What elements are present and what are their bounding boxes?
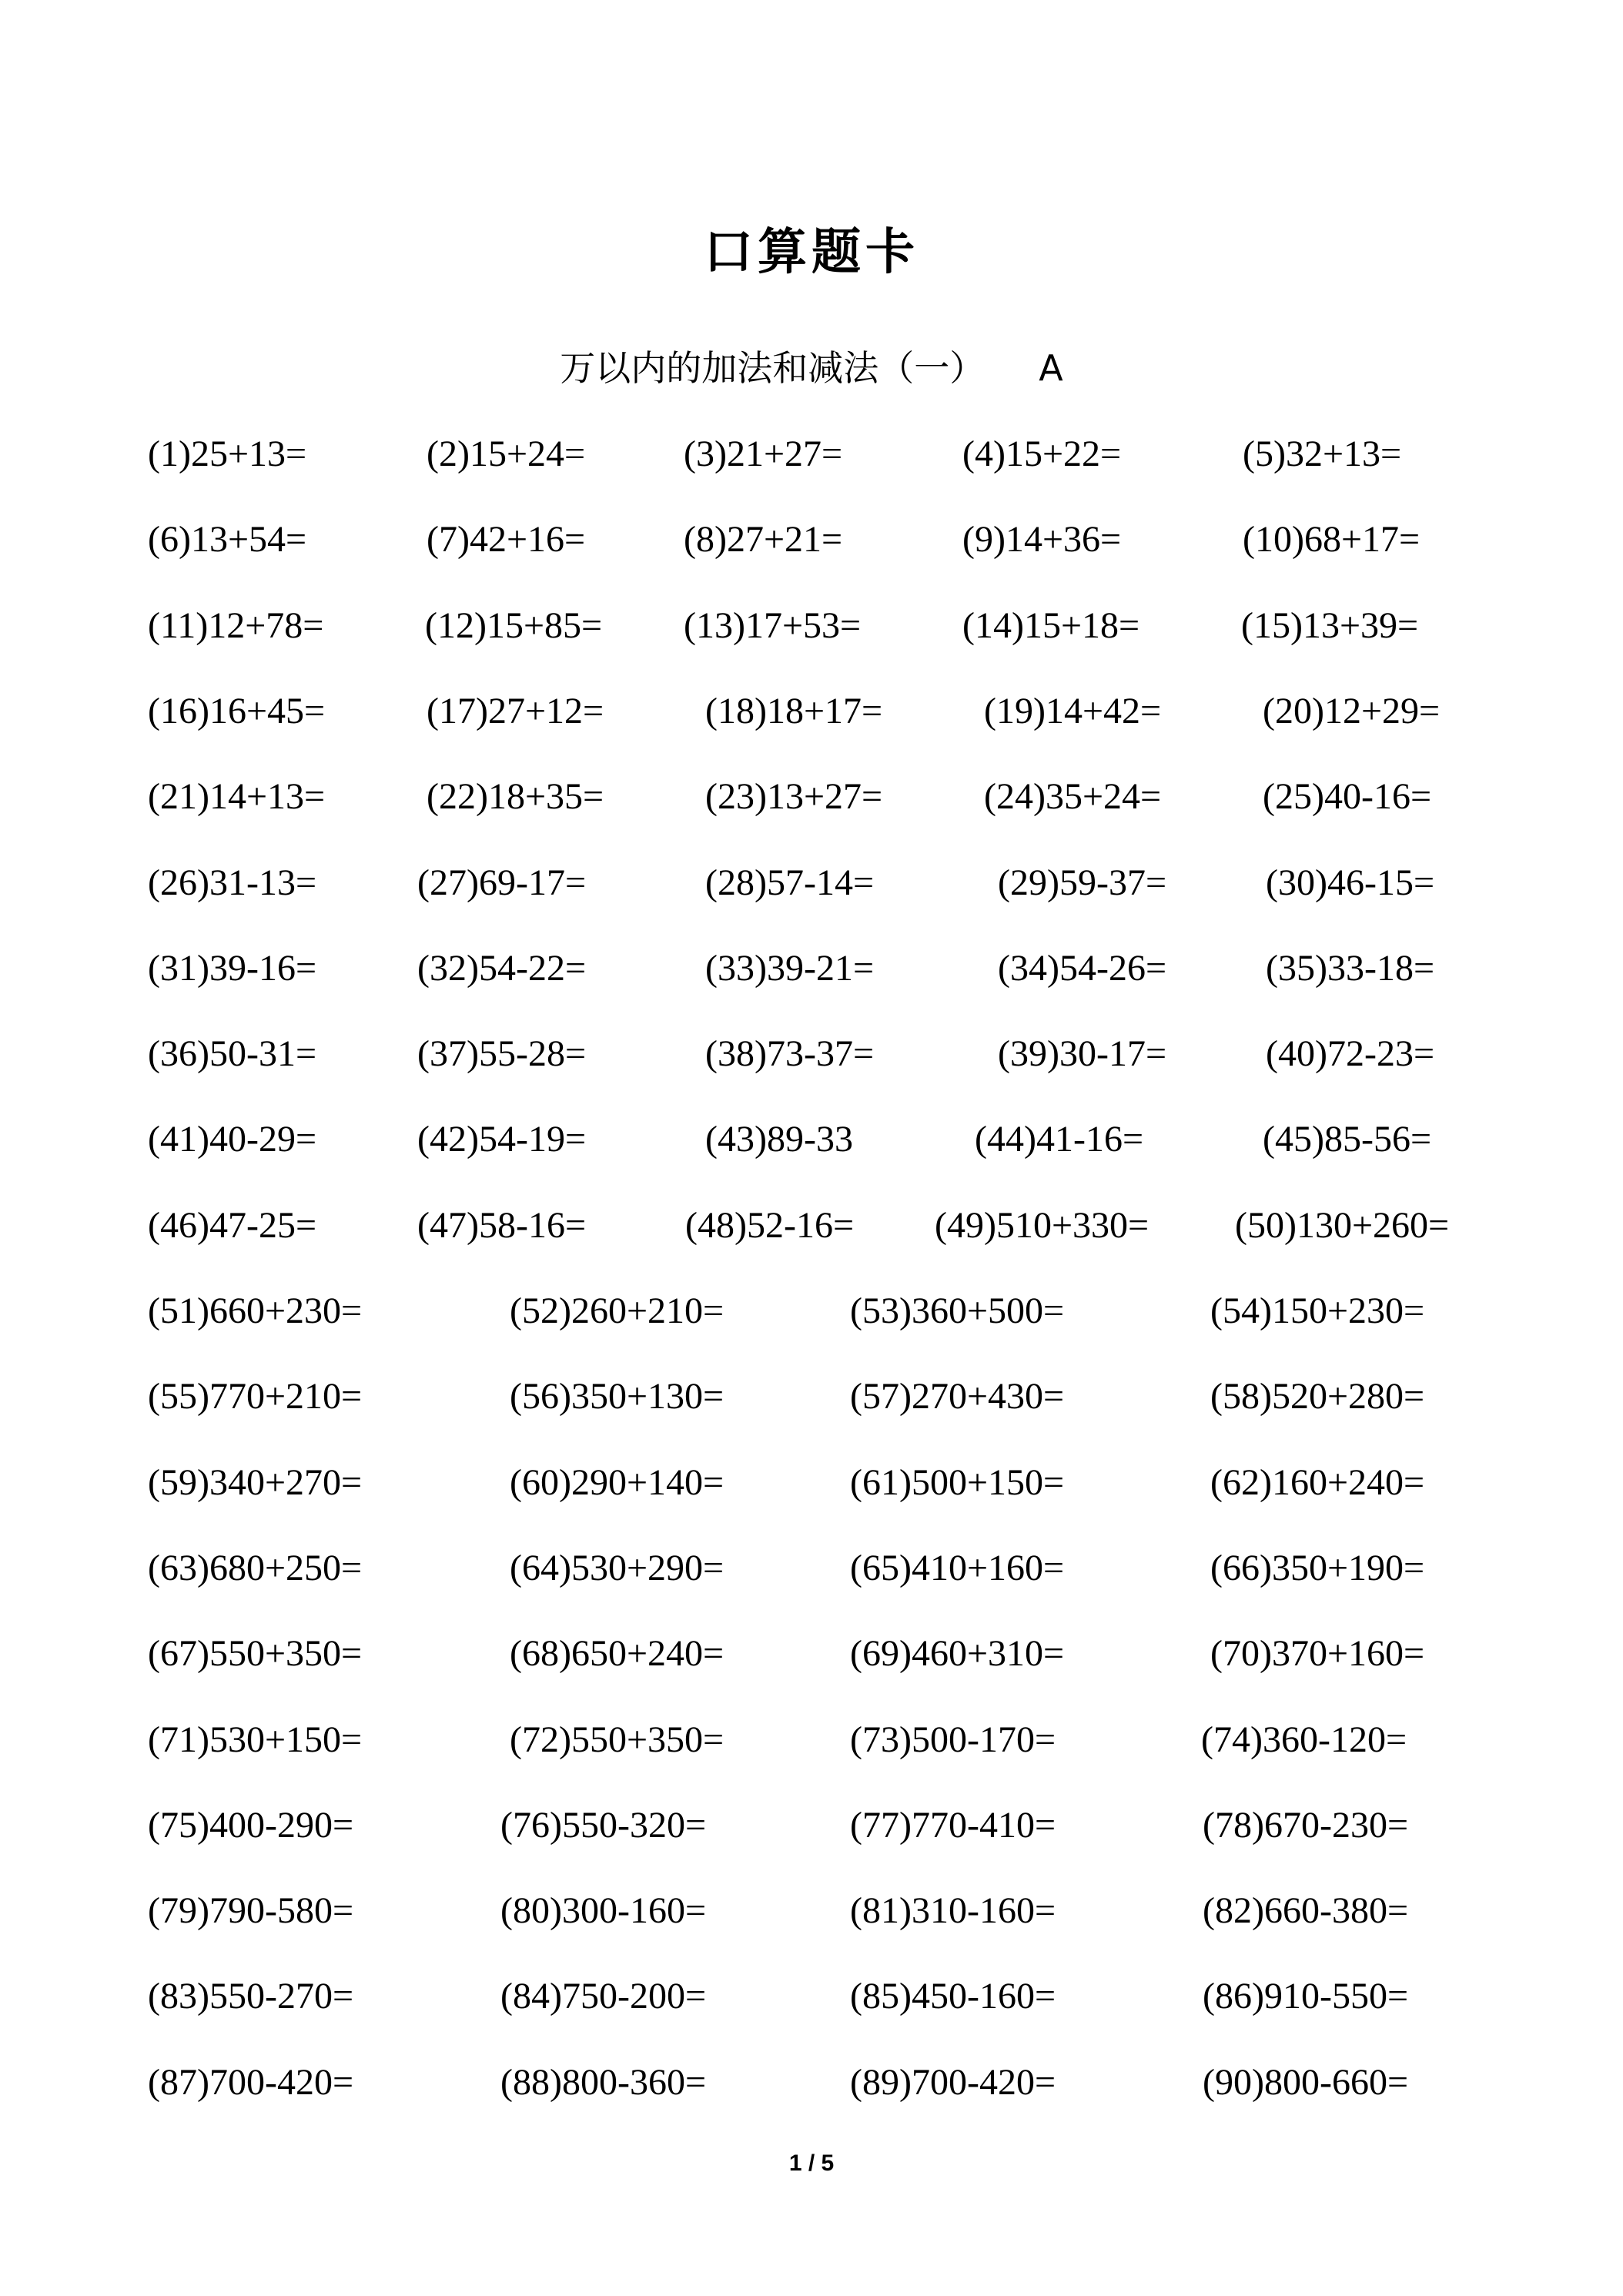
problem-item: (24)35+24= (984, 776, 1162, 818)
problem-item: (15)13+39= (1241, 604, 1419, 646)
problem-item: (42)54-19= (417, 1119, 587, 1160)
problem-item: (34)54-26= (998, 947, 1167, 989)
problem-item: (55)770+210= (148, 1376, 363, 1417)
problem-item: (26)31-13= (148, 862, 317, 903)
problem-item: (51)660+230= (148, 1290, 363, 1331)
problem-item: (57)270+430= (850, 1376, 1065, 1417)
page-number: 1 / 5 (788, 2150, 835, 2176)
problem-item: (78)670-230= (1203, 1804, 1409, 1846)
problem-item: (16)16+45= (148, 690, 326, 731)
problem-item: (36)50-31= (148, 1033, 317, 1075)
subtitle-letter: A (1039, 347, 1063, 389)
problem-item: (12)15+85= (425, 604, 603, 646)
problem-item: (32)54-22= (417, 947, 587, 989)
problem-item: (60)290+140= (510, 1461, 724, 1503)
problem-item: (58)520+280= (1210, 1376, 1425, 1417)
problem-item: (79)790-580= (148, 1890, 354, 1932)
problem-item: (47)58-16= (417, 1204, 587, 1246)
problem-item: (84)750-200= (500, 1976, 707, 2017)
problem-item: (22)18+35= (427, 776, 604, 818)
problem-item: (40)72-23= (1266, 1033, 1435, 1075)
problem-item: (65)410+160= (850, 1547, 1065, 1588)
problem-item: (4)15+22= (962, 433, 1122, 474)
problem-item: (43)89-33 (705, 1119, 853, 1160)
problem-item: (82)660-380= (1203, 1890, 1409, 1932)
problem-item: (66)350+190= (1210, 1547, 1425, 1588)
problem-item: (59)340+270= (148, 1461, 363, 1503)
problem-item: (23)13+27= (705, 776, 883, 818)
problem-item: (39)30-17= (998, 1033, 1167, 1075)
problem-item: (6)13+54= (148, 519, 307, 561)
problem-item: (49)510+330= (935, 1204, 1149, 1246)
problem-item: (72)550+350= (510, 1719, 724, 1760)
problem-item: (2)15+24= (427, 433, 586, 474)
problem-item: (80)300-160= (500, 1890, 707, 1932)
problem-item: (37)55-28= (417, 1033, 587, 1075)
problem-item: (67)550+350= (148, 1633, 363, 1675)
problem-item: (45)85-56= (1263, 1119, 1432, 1160)
problem-item: (61)500+150= (850, 1461, 1065, 1503)
problem-item: (70)370+160= (1210, 1633, 1425, 1675)
problem-item: (83)550-270= (148, 1976, 354, 2017)
page-subtitle (0, 345, 1623, 391)
problem-item: (19)14+42= (984, 690, 1162, 731)
problem-item: (64)530+290= (510, 1547, 724, 1588)
problem-item: (30)46-15= (1266, 862, 1435, 903)
problem-item: (27)69-17= (417, 862, 587, 903)
problem-item: (68)650+240= (510, 1633, 724, 1675)
problem-item: (90)800-660= (1203, 2061, 1409, 2103)
problem-item: (62)160+240= (1210, 1461, 1425, 1503)
problem-item: (18)18+17= (705, 690, 883, 731)
problem-item: (87)700-420= (148, 2061, 354, 2103)
problem-item: (17)27+12= (427, 690, 604, 731)
problem-item: (89)700-420= (850, 2061, 1056, 2103)
problem-item: (25)40-16= (1263, 776, 1432, 818)
subtitle-text: 万以内的加法和减法（一） (560, 347, 986, 389)
page-title: 口算题卡 (704, 224, 919, 281)
problem-item: (31)39-16= (148, 947, 317, 989)
problem-item: (85)450-160= (850, 1976, 1056, 2017)
problem-item: (5)32+13= (1243, 433, 1402, 474)
problem-item: (48)52-16= (685, 1204, 855, 1246)
problem-item: (33)39-21= (705, 947, 875, 989)
problem-item: (41)40-29= (148, 1119, 317, 1160)
problem-item: (7)42+16= (427, 519, 586, 561)
problem-item: (46)47-25= (148, 1204, 317, 1246)
problem-item: (1)25+13= (148, 433, 307, 474)
problem-item: (56)350+130= (510, 1376, 724, 1417)
problem-item: (69)460+310= (850, 1633, 1065, 1675)
problem-item: (76)550-320= (500, 1804, 707, 1846)
problem-item: (74)360-120= (1201, 1719, 1407, 1760)
problem-item: (50)130+260= (1235, 1204, 1450, 1246)
problem-item: (3)21+27= (684, 433, 843, 474)
problem-item: (38)73-37= (705, 1033, 875, 1075)
problem-item: (54)150+230= (1210, 1290, 1425, 1331)
problem-item: (8)27+21= (684, 519, 843, 561)
problem-item: (21)14+13= (148, 776, 326, 818)
problem-item: (88)800-360= (500, 2061, 707, 2103)
problem-item: (75)400-290= (148, 1804, 354, 1846)
problem-item: (29)59-37= (998, 862, 1167, 903)
problem-item: (71)530+150= (148, 1719, 363, 1760)
problem-item: (28)57-14= (705, 862, 875, 903)
problem-item: (13)17+53= (684, 604, 862, 646)
problem-item: (20)12+29= (1263, 690, 1441, 731)
problem-item: (77)770-410= (850, 1804, 1056, 1846)
problem-item: (9)14+36= (962, 519, 1122, 561)
problem-item: (14)15+18= (962, 604, 1140, 646)
problem-item: (52)260+210= (510, 1290, 724, 1331)
problem-item: (44)41-16= (975, 1119, 1144, 1160)
problem-item: (53)360+500= (850, 1290, 1065, 1331)
problem-item: (10)68+17= (1243, 519, 1421, 561)
problem-item: (86)910-550= (1203, 1976, 1409, 2017)
problem-item: (73)500-170= (850, 1719, 1056, 1760)
problem-item: (11)12+78= (148, 604, 324, 646)
problem-item: (35)33-18= (1266, 947, 1435, 989)
problem-item: (81)310-160= (850, 1890, 1056, 1932)
problem-item: (63)680+250= (148, 1547, 363, 1588)
